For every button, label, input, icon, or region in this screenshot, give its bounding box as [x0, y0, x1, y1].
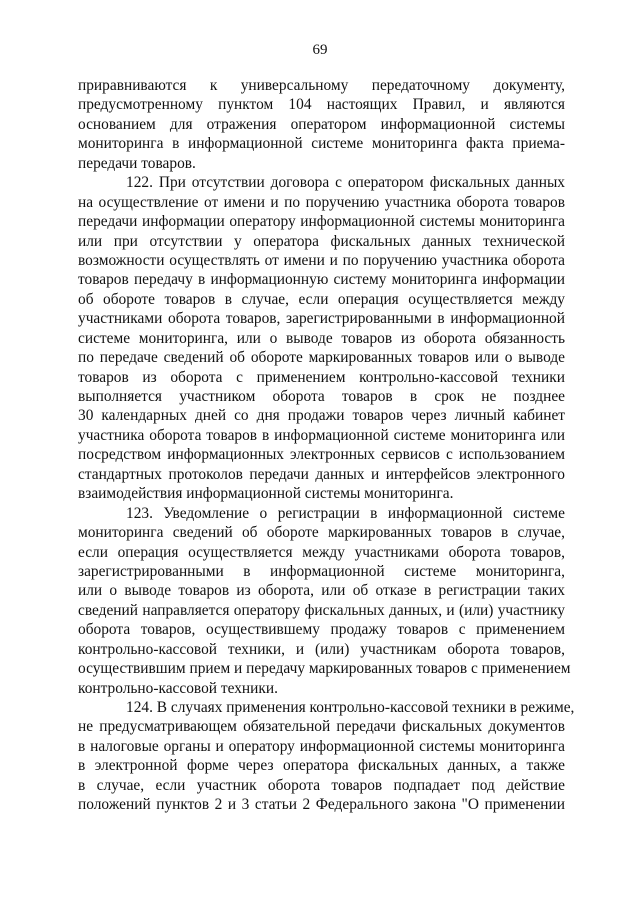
text-line: мониторинга в информационной системе мониторинга факта приема- — [78, 135, 565, 153]
text-line: стандартных протоколов передачи данных и интерфейсов электронного — [78, 465, 565, 483]
text-line: возможности осуществлять от имени и по поручению участника оборота — [78, 251, 565, 269]
text-line: или о выводе товаров из оборота, или об отказе в регистрации таких — [78, 582, 565, 600]
text-line: 124. В случаях применения контрольно-кассовой техники в режиме, — [126, 699, 575, 716]
page-number: 69 — [312, 42, 328, 58]
text-line: передачи товаров. — [78, 154, 196, 172]
text-line: 122. При отсутствии договора с оператором фискальных данных — [126, 174, 565, 192]
text-line: в налоговые органы и оператору информационной системы мониторинга — [78, 737, 565, 755]
text-line: основанием для отражения оператором информационной системы — [78, 115, 565, 133]
text-line: системе мониторинга, или о выводе товаров из оборота обязанность — [78, 329, 565, 347]
text-line: товаров из оборота с применением контрольно-кассовой техники — [78, 368, 565, 386]
text-line: участниками оборота товаров, зарегистрированными в информационной — [78, 310, 565, 328]
paragraph-item-122 — [78, 173, 565, 503]
text-line: контрольно-кассовой техники, и (или) участникам оборота товаров, — [78, 640, 565, 658]
text-line: на осуществление от имени и по поручению участника оборота товаров — [78, 193, 565, 211]
text-line: если операция осуществляется между участниками оборота товаров, — [78, 543, 565, 561]
text-line: передачи информации оператору информационной системы мониторинга — [78, 213, 565, 231]
paragraph-item-123 — [78, 504, 571, 698]
text-line: не предусматривающем обязательной передачи фискальных документов — [78, 718, 565, 736]
document-body — [78, 76, 575, 815]
text-line: приравниваются к универсальному передаточному документу, — [78, 77, 565, 94]
text-line: взаимодействия информационной системы мониторинга. — [78, 485, 454, 503]
text-line: выполняется участником оборота товаров в срок не позднее — [78, 388, 565, 405]
text-line: товаров передачу в информационную систему мониторинга информации — [78, 271, 565, 289]
text-line: участника оборота товаров в информационной системе мониторинга или — [78, 426, 565, 444]
text-line: предусмотренному пунктом 104 настоящих Правил, и являются — [78, 96, 565, 114]
paragraph-item-124 — [78, 698, 575, 815]
text-line: контрольно-кассовой техники. — [78, 679, 278, 697]
text-line: в электронной форме через оператора фискальных данных, а также — [78, 757, 565, 775]
text-line: положений пунктов 2 и 3 статьи 2 Федерального закона "О применении — [78, 796, 565, 814]
text-line: 30 календарных дней со дня продажи товаров через личный кабинет — [78, 407, 565, 425]
text-line: посредством информационных электронных сервисов с использованием — [78, 446, 565, 464]
text-line: сведений направляется оператору фискальных данных, и (или) участнику — [78, 601, 565, 619]
paragraph-continuation — [78, 76, 565, 173]
text-line: зарегистрированными в информационной системе мониторинга, — [78, 562, 565, 580]
text-line: оборота товаров, осуществившему продажу товаров с применением — [78, 621, 565, 639]
text-line: по передаче сведений об обороте маркированных товаров или о выводе — [78, 349, 565, 367]
text-line: в случае, если участник оборота товаров подпадает под действие — [78, 776, 565, 794]
text-line: или при отсутствии у оператора фискальных данных технической — [78, 232, 565, 250]
text-line: осуществившим прием и передачу маркированных товаров с применением — [78, 660, 571, 678]
text-line: об обороте товаров в случае, если операция осуществляется между — [78, 290, 565, 308]
text-line: 123. Уведомление о регистрации в информационной системе — [126, 504, 565, 522]
text-line: мониторинга сведений об обороте маркированных товаров в случае, — [78, 524, 565, 542]
